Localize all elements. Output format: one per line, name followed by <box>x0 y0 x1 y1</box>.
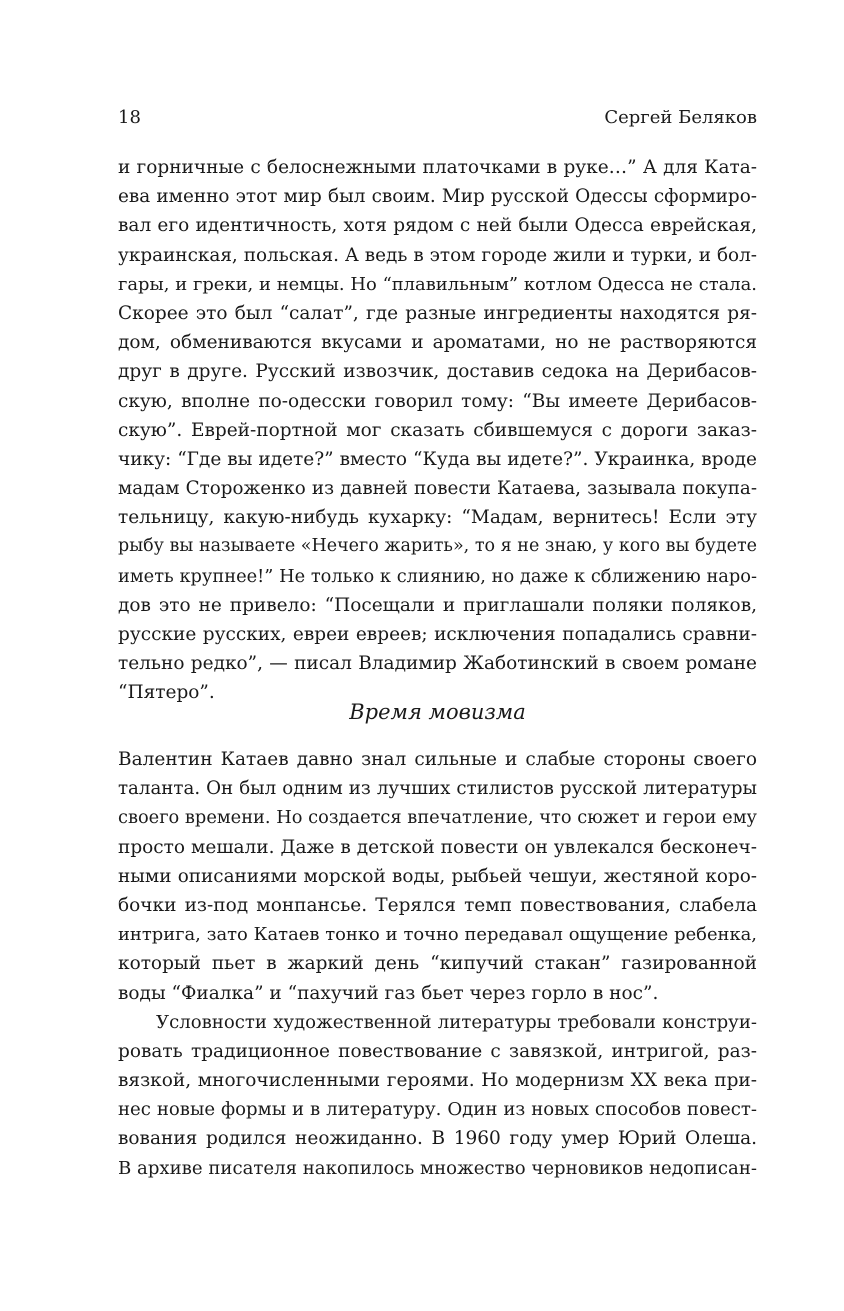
text-line: таланта. Он был одним из лучших стилистов русской литературы <box>118 778 757 800</box>
text-line: своего времени. Но создается впечатление, что сюжет и герои ему <box>118 807 757 829</box>
text-line: дом, обмениваются вкусами и ароматами, но не растворяются <box>118 332 757 354</box>
text-line: тельницу, какую-нибудь кухарку: “Мадам, вернитесь! Если эту <box>118 507 757 529</box>
text-line: дов это не привело: “Посещали и приглашали поляки поляков, <box>118 594 757 616</box>
text-line: вязкой, многочисленными героями. Но модернизм XX века при- <box>118 1070 757 1092</box>
text-line: ева именно этот мир был своим. Мир русской Одессы сформиро- <box>118 186 757 208</box>
text-line: вования родился неожиданно. В 1960 году умер Юрий Олеша. <box>118 1128 757 1150</box>
page-number: 18 <box>118 107 141 128</box>
paragraph-continuation <box>118 153 757 708</box>
text-line: вал его идентичность, хотя рядом с ней были Одесса еврейская, <box>118 215 757 237</box>
text-line: украинская, польская. А ведь в этом городе жили и турки, и бол- <box>118 244 757 266</box>
text-line: В архиве писателя накопилось множество черновиков недописан- <box>118 1157 757 1179</box>
text-line: и горничные с белоснежными платочками в руке…” А для Ката- <box>118 157 757 178</box>
text-line: гары, и греки, и немцы. Но “плавильным” котлом Одесса не стала. <box>118 273 757 295</box>
text-line: который пьет в жаркий день “кипучий стакан” газированной <box>118 953 757 975</box>
text-line: просто мешали. Даже в детской повести он увлекался бесконеч- <box>118 836 757 858</box>
text-line: друг в друге. Русский извозчик, доставив седока на Дерибасов- <box>118 361 757 383</box>
running-head <box>118 104 757 132</box>
text-line: иметь крупнее!” Не только к слиянию, но даже к сближению наро- <box>118 565 757 587</box>
text-line: Валентин Катаев давно знал сильные и слабые стороны своего <box>118 749 757 770</box>
text-line: интрига, зато Катаев тонко и точно передавал ощущение ребенка, <box>118 924 757 946</box>
text-line: Скорее это был “салат”, где разные ингредиенты находятся ря- <box>118 302 757 324</box>
text-line: ровать традиционное повествование с завязкой, интригой, раз- <box>118 1040 757 1062</box>
section-body <box>118 745 757 1183</box>
text-line: скую, вполне по-одесски говорил тому: “Вы имеете Дерибасов- <box>118 390 757 412</box>
text-line: русские русских, евреи евреев; исключения попадались сравни- <box>118 624 757 645</box>
text-line: рыбу вы называете «Нечего жарить», то я не знаю, у кого вы будете <box>118 536 757 557</box>
text-line: нес новые формы и в литературу. Один из новых способов повест- <box>118 1099 757 1121</box>
text-line: тельно редко”, — писал Владимир Жаботинский в своем романе <box>118 653 757 675</box>
text-line: Условности художественной литературы требовали конструи- <box>156 1011 757 1033</box>
running-head-author: Сергей Беляков <box>604 107 757 128</box>
text-line: чику: “Где вы идете?” вместо “Куда вы идете?”. Украинка, вроде <box>118 448 757 470</box>
text-line: скую”. Еврей-портной мог сказать сбившемуся с дороги заказ- <box>118 419 757 441</box>
section-title: Время мовизма <box>349 700 526 724</box>
text-line: воды “Фиалка” и “пахучий газ бьет через горло в нос”. <box>118 982 659 1004</box>
text-line: мадам Стороженко из давней повести Катаева, зазывала покупа- <box>118 478 757 500</box>
text-line: бочки из-под монпансье. Терялся темп повествования, слабела <box>118 894 757 916</box>
text-line: “Пятеро”. <box>118 682 215 704</box>
text-line: ными описаниями морской воды, рыбьей чешуи, жестяной коро- <box>118 865 757 887</box>
